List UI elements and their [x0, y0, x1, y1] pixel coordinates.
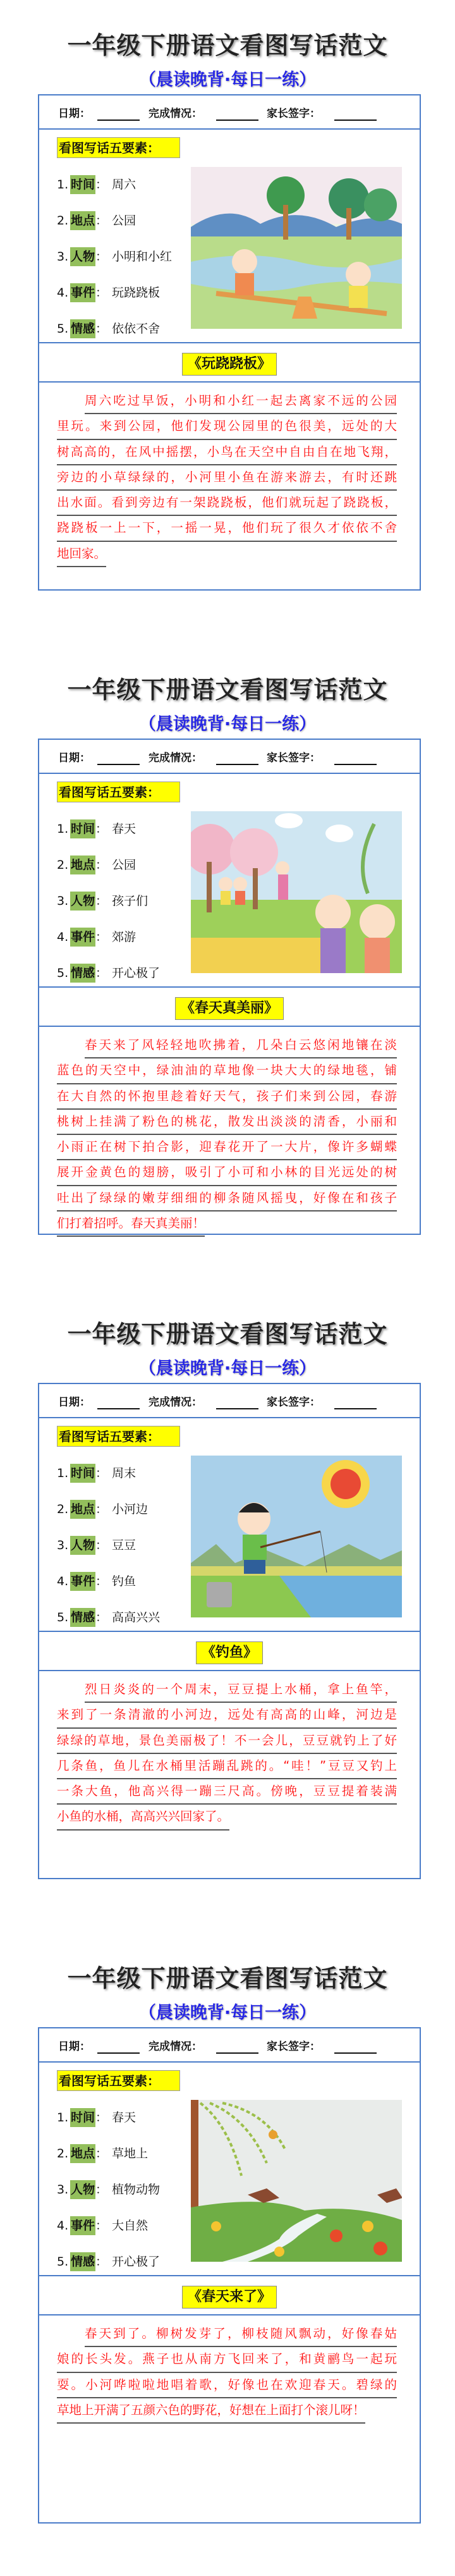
element-value: 小明和小红: [112, 250, 173, 264]
completion-blank-field[interactable]: [216, 2052, 258, 2054]
divider: [39, 1631, 420, 1632]
worksheet-box: [38, 739, 421, 1235]
story-line: 春天来了风轻轻地吹拂着，几朵白云悠闲地镶在淡: [85, 1034, 397, 1058]
element-value: 孩子们: [112, 894, 149, 908]
date-label: 日期：: [58, 2040, 90, 2053]
element-value: 草地上: [112, 2147, 149, 2161]
story-title: 《玩跷跷板》: [182, 353, 277, 376]
element-colon: ：: [95, 2111, 108, 2125]
element-item: [57, 175, 136, 194]
story-line: 展开金黄色的翅膀，吸引了小可和小林的目光远处的树: [57, 1162, 397, 1186]
element-colon: ：: [95, 1538, 108, 1552]
element-value: 公园: [112, 858, 136, 872]
element-item: [57, 964, 161, 983]
worksheet-section: [0, 31, 455, 600]
element-colon: ：: [95, 2147, 108, 2161]
completion-blank-field[interactable]: [216, 1408, 258, 1409]
divider: [39, 986, 420, 988]
element-number: 2.: [57, 214, 69, 228]
illustration-seesaw: [191, 167, 402, 329]
element-item: [57, 928, 136, 947]
date-blank-field[interactable]: [97, 1408, 140, 1409]
element-colon: ：: [95, 322, 108, 336]
completion-label: 完成情况：: [149, 2040, 202, 2053]
signature-label: 家长签字：: [267, 107, 320, 120]
element-value: 大自然: [112, 2219, 149, 2233]
element-label: 地点: [70, 856, 95, 874]
signature-blank-field[interactable]: [334, 764, 377, 765]
element-value: 植物动物: [112, 2183, 161, 2197]
element-value: 玩跷跷板: [112, 286, 161, 300]
illustration-spring-meadow: [191, 2100, 402, 2262]
story-title: 《春天来了》: [182, 2286, 277, 2309]
element-item: [57, 819, 136, 838]
elements-heading: 看图写话五要素：: [57, 2070, 180, 2091]
element-label: 时间: [70, 1464, 95, 1483]
element-value: 周六: [112, 178, 136, 192]
worksheet-box: [38, 2027, 421, 2524]
element-item: [57, 1536, 136, 1555]
story-line: 里玩。来到公园，他们发现公园里的色很美，远处的大: [57, 415, 397, 439]
element-item: [57, 1572, 136, 1591]
element-item: [57, 1500, 149, 1519]
element-number: 4.: [57, 930, 69, 944]
element-item: [57, 2180, 161, 2199]
story-line: 蓝色的天空中，绿油油的草地像一块大大的绿地毯，铺: [57, 1060, 397, 1084]
element-label: 事件: [70, 928, 95, 947]
story-line: 小雨正在树下拍合影，迎春花开了一大片，像许多蝴蝶: [57, 1136, 397, 1160]
element-item: [57, 211, 136, 230]
element-number: 3.: [57, 894, 69, 908]
story-text: [57, 1679, 397, 1831]
element-number: 5.: [57, 322, 69, 336]
story-line: 一条大鱼，他高兴得一蹦三尺高。傍晚，豆豆提着装满: [57, 1781, 397, 1805]
story-line: 娘的长头发。燕子也从南方飞回来了，和黄鹂鸟一起玩: [57, 2348, 397, 2372]
divider: [39, 1670, 420, 1671]
divider: [39, 2275, 420, 2276]
element-number: 4.: [57, 2219, 69, 2233]
element-label: 时间: [70, 819, 95, 838]
story-line: 小鱼的水桶，高高兴兴回家了。: [57, 1806, 229, 1830]
element-value: 春天: [112, 2111, 136, 2125]
element-number: 4.: [57, 1574, 69, 1588]
elements-heading: 看图写话五要素：: [57, 782, 180, 802]
worksheet-box: [38, 1383, 421, 1879]
completion-label: 完成情况：: [149, 107, 202, 120]
element-colon: ：: [95, 2183, 108, 2197]
worksheet-section: [0, 1320, 455, 1889]
element-number: 1.: [57, 178, 69, 192]
element-number: 1.: [57, 2111, 69, 2125]
element-label: 地点: [70, 211, 95, 230]
element-colon: ：: [95, 1574, 108, 1588]
element-label: 事件: [70, 283, 95, 302]
story-line: 烈日炎炎的一个周末，豆豆提上水桶，拿上鱼竿，: [85, 1679, 397, 1703]
illustration-spring-park: [191, 811, 402, 973]
divider: [39, 342, 420, 343]
element-value: 公园: [112, 214, 136, 228]
element-label: 事件: [70, 1572, 95, 1591]
date-blank-field[interactable]: [97, 764, 140, 765]
story-title: 《钓鱼》: [196, 1641, 263, 1664]
element-item: [57, 1608, 161, 1627]
story-line: 出水面。看到旁边有一架跷跷板，他们就玩起了跷跷板，: [57, 492, 397, 516]
divider: [39, 381, 420, 383]
story-line: 在大自然的怀抱里趁着好天气，孩子们来到公园，春游: [57, 1086, 397, 1110]
page-title: 一年级下册语文看图写话范文: [67, 32, 388, 59]
element-label: 人物: [70, 247, 95, 266]
element-colon: ：: [95, 1502, 108, 1516]
element-number: 5.: [57, 2255, 69, 2269]
story-line: 绿绿的草地，景色美丽极了！不一会儿，豆豆就钓上了好: [57, 1730, 397, 1754]
element-number: 3.: [57, 1538, 69, 1552]
completion-blank-field[interactable]: [216, 764, 258, 765]
date-label: 日期：: [58, 107, 90, 120]
element-label: 人物: [70, 892, 95, 911]
story-line: 来到了一条清澈的小河边，远处有高高的山峰，河边是: [57, 1704, 397, 1728]
element-colon: ：: [95, 894, 108, 908]
story-line: 吐出了绿绿的嫩芽细细的柳条随风摇曳，好像在和孩子: [57, 1187, 397, 1211]
story-line: 桃树上挂满了粉色的桃花，散发出淡淡的清香，小丽和: [57, 1111, 397, 1135]
story-text: [57, 2323, 397, 2424]
element-colon: ：: [95, 2219, 108, 2233]
story-line: 地回家。: [57, 543, 106, 567]
story-title: 《春天真美丽》: [175, 997, 284, 1020]
element-colon: ：: [95, 822, 108, 836]
element-value: 高高兴兴: [112, 1610, 161, 1624]
element-label: 情感: [70, 319, 95, 338]
element-number: 1.: [57, 1466, 69, 1480]
element-label: 人物: [70, 1536, 95, 1555]
signature-blank-field[interactable]: [334, 2052, 377, 2054]
story-line: 草地上开满了五颜六色的野花，好想在上面打个滚儿呀！: [57, 2400, 365, 2424]
worksheet-section: [0, 675, 455, 1244]
signature-label: 家长签字：: [267, 752, 320, 764]
element-label: 人物: [70, 2180, 95, 2199]
element-number: 3.: [57, 250, 69, 264]
element-colon: ：: [95, 1610, 108, 1624]
element-colon: ：: [95, 178, 108, 192]
element-item: [57, 2144, 149, 2163]
date-label: 日期：: [58, 752, 90, 764]
completion-label: 完成情况：: [149, 752, 202, 764]
signature-label: 家长签字：: [267, 1396, 320, 1409]
page-title: 一年级下册语文看图写话范文: [67, 1965, 388, 1992]
divider: [39, 1026, 420, 1027]
element-number: 2.: [57, 858, 69, 872]
signature-blank-field[interactable]: [334, 120, 377, 121]
element-number: 5.: [57, 1610, 69, 1624]
page-subtitle: （晨读晚背·每日一练）: [138, 70, 317, 90]
element-value: 小河边: [112, 1502, 149, 1516]
worksheet-box: [38, 94, 421, 591]
element-label: 情感: [70, 2252, 95, 2271]
element-item: [57, 1464, 136, 1483]
worksheet-section: [0, 1964, 455, 2533]
element-value: 开心极了: [112, 2255, 161, 2269]
element-label: 时间: [70, 2108, 95, 2127]
element-number: 5.: [57, 966, 69, 980]
page-title: 一年级下册语文看图写话范文: [67, 676, 388, 704]
element-colon: ：: [95, 966, 108, 980]
signature-blank-field[interactable]: [334, 1408, 377, 1409]
element-number: 2.: [57, 2147, 69, 2161]
illustration-fishing: [191, 1456, 402, 1617]
story-line: 耍。小河哗啦啦地唱着歌，好像也在欢迎春天。碧绿的: [57, 2374, 397, 2398]
story-text: [57, 390, 397, 567]
element-label: 时间: [70, 175, 95, 194]
page-subtitle: （晨读晚背·每日一练）: [138, 715, 317, 734]
date-blank-field[interactable]: [97, 2052, 140, 2054]
element-label: 地点: [70, 2144, 95, 2163]
element-value: 豆豆: [112, 1538, 136, 1552]
story-line: 几条鱼，鱼儿在水桶里活蹦乱跳的。“哇！”豆豆又钓上: [57, 1755, 397, 1779]
info-row: [39, 2028, 420, 2063]
element-number: 2.: [57, 1502, 69, 1516]
element-value: 依依不舍: [112, 322, 161, 336]
element-value: 春天: [112, 822, 136, 836]
element-label: 事件: [70, 2216, 95, 2235]
element-value: 郊游: [112, 930, 136, 944]
completion-blank-field[interactable]: [216, 120, 258, 121]
element-item: [57, 892, 149, 911]
divider: [39, 2314, 420, 2315]
page-subtitle: （晨读晚背·每日一练）: [138, 1359, 317, 1378]
story-line: 树高高的，在风中摇摆，小鸟在天空中自由自在地飞翔，: [57, 441, 397, 465]
story-line: 跷跷板一上一下，一摇一晃，他们玩了很久才依依不舍: [57, 517, 397, 541]
element-item: [57, 319, 161, 338]
date-label: 日期：: [58, 1396, 90, 1409]
element-value: 周末: [112, 1466, 136, 1480]
story-line: 周六吃过早饭，小明和小红一起去离家不远的公园: [85, 390, 397, 414]
element-number: 3.: [57, 2183, 69, 2197]
element-number: 4.: [57, 286, 69, 300]
story-line: 们打着招呼。春天真美丽！: [57, 1213, 205, 1237]
element-number: 1.: [57, 822, 69, 836]
element-item: [57, 856, 136, 874]
element-label: 情感: [70, 964, 95, 983]
element-item: [57, 247, 173, 266]
info-row: [39, 95, 420, 130]
info-row: [39, 1384, 420, 1418]
story-line: 旁边的小草绿绿的，小河里小鱼在游来游去，有时还跳: [57, 467, 397, 491]
element-colon: ：: [95, 286, 108, 300]
element-item: [57, 2108, 136, 2127]
page-subtitle: （晨读晚背·每日一练）: [138, 2003, 317, 2023]
element-value: 钓鱼: [112, 1574, 136, 1588]
element-colon: ：: [95, 250, 108, 264]
element-colon: ：: [95, 930, 108, 944]
element-label: 地点: [70, 1500, 95, 1519]
element-label: 情感: [70, 1608, 95, 1627]
element-item: [57, 2216, 149, 2235]
story-line: 春天到了。柳树发芽了，柳枝随风飘动，好像春姑: [85, 2323, 397, 2347]
element-value: 开心极了: [112, 966, 161, 980]
page-title: 一年级下册语文看图写话范文: [67, 1320, 388, 1348]
completion-label: 完成情况：: [149, 1396, 202, 1409]
element-item: [57, 283, 161, 302]
elements-heading: 看图写话五要素：: [57, 137, 180, 158]
info-row: [39, 740, 420, 774]
story-text: [57, 1034, 397, 1237]
element-colon: ：: [95, 1466, 108, 1480]
element-colon: ：: [95, 214, 108, 228]
date-blank-field[interactable]: [97, 120, 140, 121]
signature-label: 家长签字：: [267, 2040, 320, 2053]
element-colon: ：: [95, 2255, 108, 2269]
elements-heading: 看图写话五要素：: [57, 1426, 180, 1447]
element-colon: ：: [95, 858, 108, 872]
element-item: [57, 2252, 161, 2271]
